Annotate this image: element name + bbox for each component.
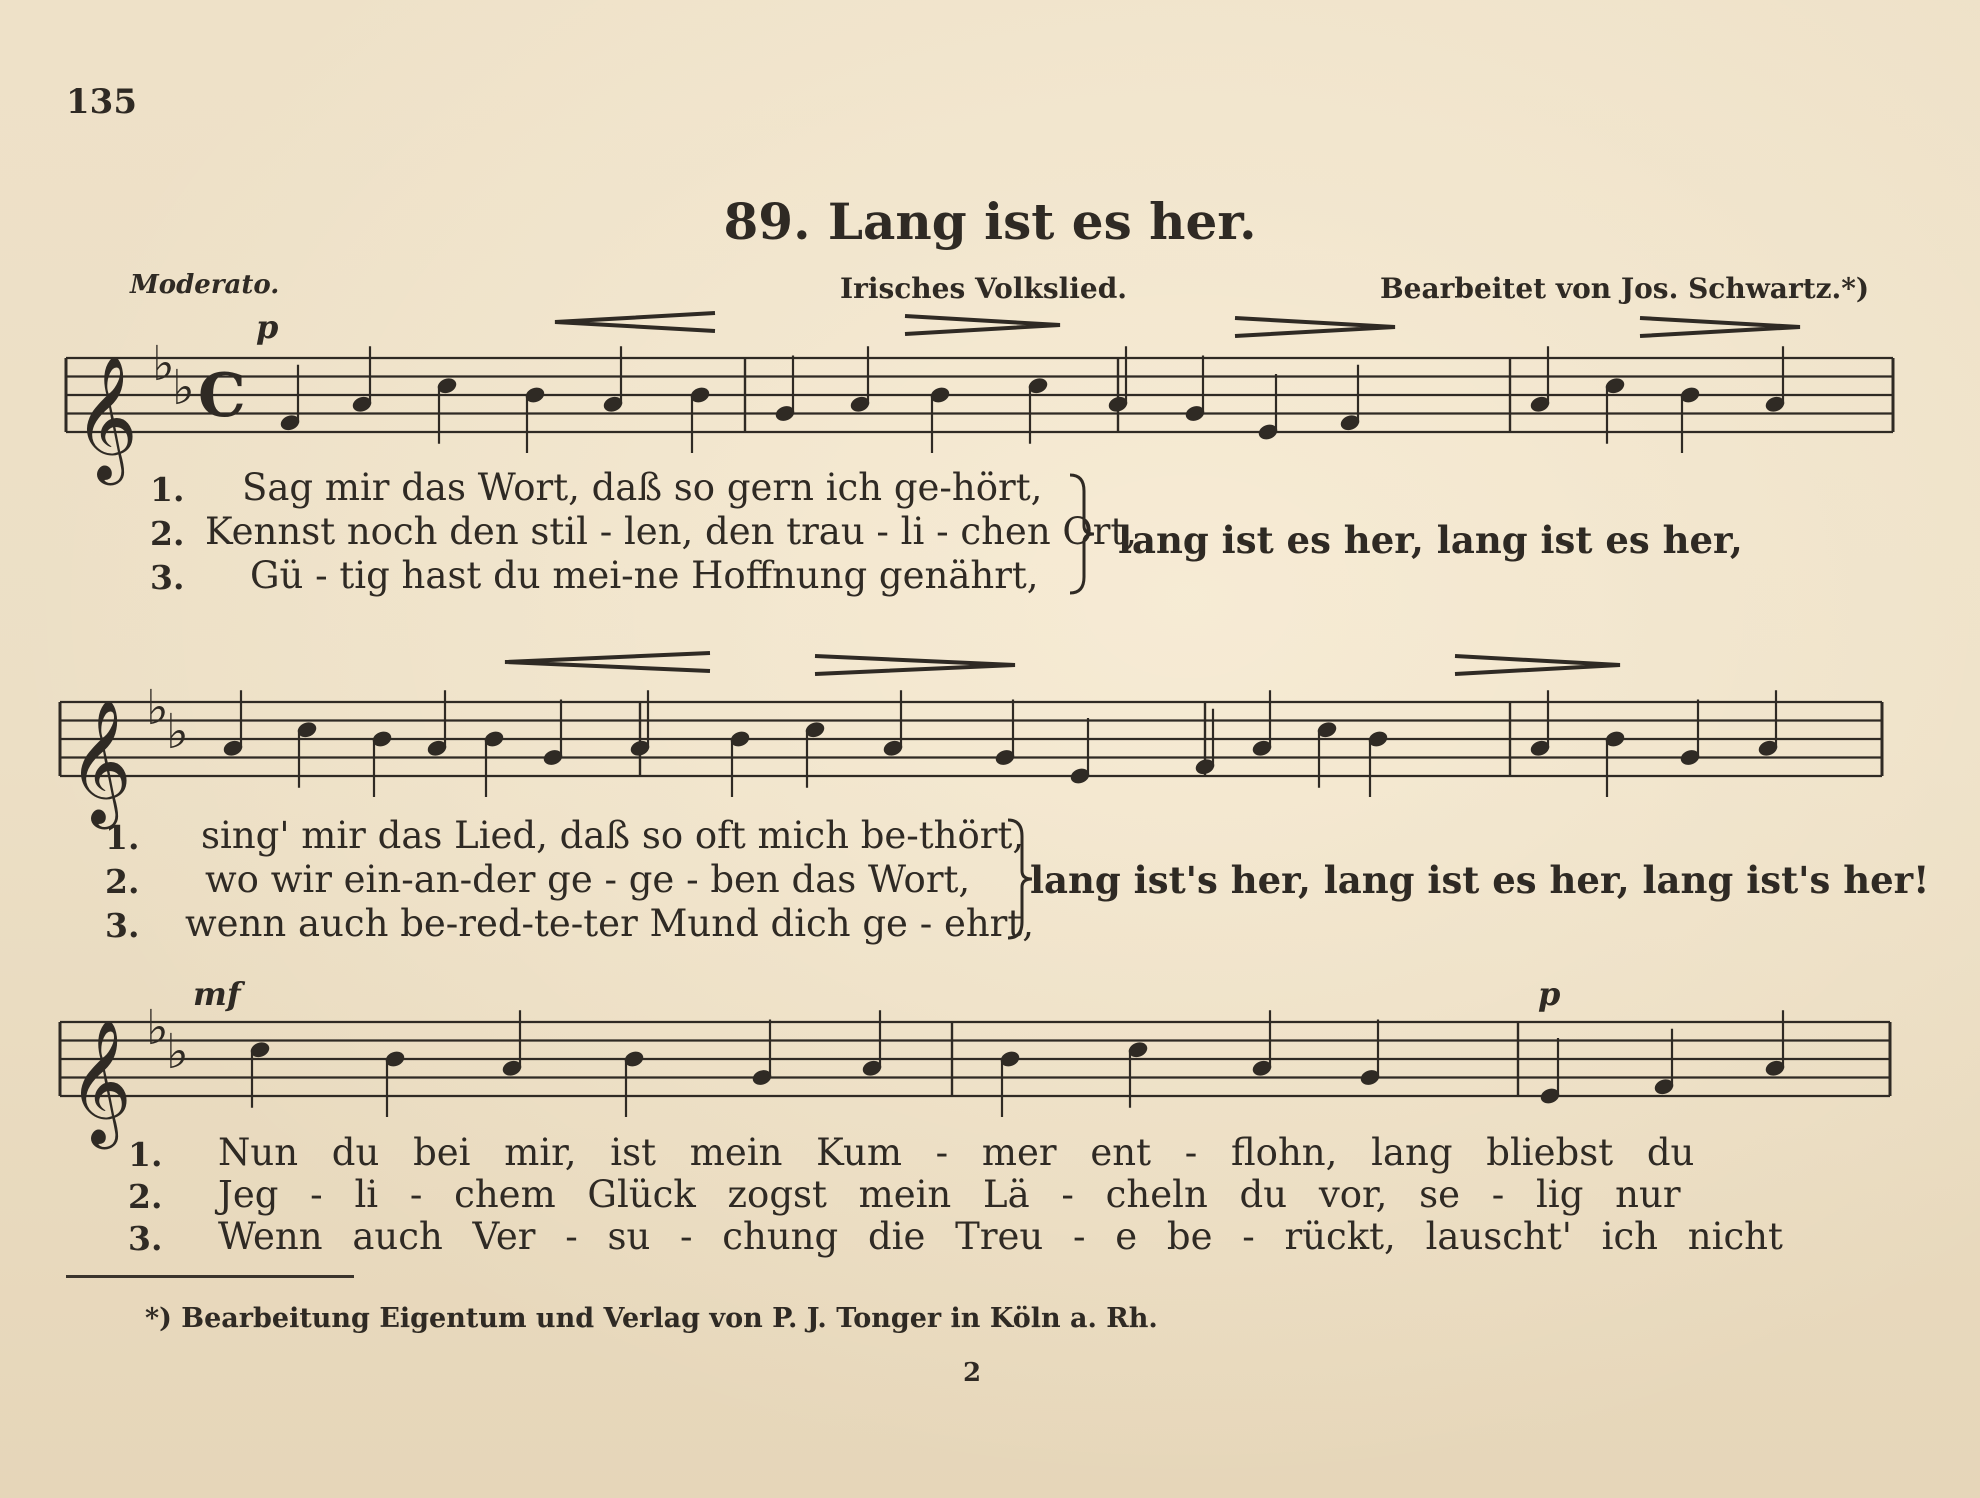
verse-number: 2. (105, 862, 140, 901)
verse-row-1 (105, 814, 1025, 857)
verse-line: Jeg - li - chem Glück zogst mein Lä - cheln du vor, se - lig nur (218, 1173, 1681, 1216)
verse-line: sing' mir das Lied, daß so oft mich be-thört, (201, 814, 1025, 857)
verse-number: 3. (128, 1219, 163, 1258)
verse-number: 1. (128, 1135, 163, 1174)
verse-row-2 (105, 858, 971, 901)
decrescendo-hairpin (905, 316, 1060, 334)
verse-row-2 (150, 510, 1138, 553)
verse-line: wenn auch be-red-te-ter Mund dich ge - ehrt, (185, 902, 1034, 945)
verse-number: 2. (128, 1177, 163, 1216)
verse-row-3 (105, 902, 1034, 945)
verse-row-1 (150, 466, 1043, 509)
common-time: C (198, 361, 246, 431)
decrescendo-hairpin (1455, 656, 1620, 674)
dynamic-mezzoforte: mf (193, 975, 241, 1013)
verse-line: Gü - tig hast du mei-ne Hoffnung genährt, (250, 554, 1039, 597)
arranger-credit: Bearbeitet von Jos. Schwartz.*) (1380, 272, 1870, 305)
dynamic-piano-2: p (1538, 975, 1561, 1013)
decrescendo-hairpin (815, 656, 1015, 674)
verse-row-3 (150, 554, 1039, 597)
footnote-divider (66, 1275, 354, 1278)
flat-sign: ♭ (166, 1024, 189, 1080)
verse-number: 2. (150, 514, 185, 553)
flat-sign: ♭ (146, 680, 169, 736)
decrescendo-hairpin (1640, 318, 1800, 336)
verse-row-3 (128, 1215, 1783, 1258)
tempo-marking: Moderato. (130, 270, 280, 300)
treble-clef: 𝄞 (74, 355, 138, 480)
verse-row-1 (128, 1131, 1695, 1174)
signature-mark: 2 (963, 1358, 982, 1388)
flat-sign: ♭ (152, 336, 175, 392)
system1-refrain: lang ist es her, lang ist es her, (1118, 518, 1743, 562)
verse-line: wo wir ein-an-der ge - ge - ben das Wort, (205, 858, 971, 901)
footnote: *) Bearbeitung Eigentum und Verlag von P. J. Tonger in Köln a. Rh. (145, 1303, 1158, 1334)
verse-number: 3. (150, 558, 185, 597)
verse-row-2 (128, 1173, 1681, 1216)
flat-sign: ♭ (166, 704, 189, 760)
verse-number: 1. (150, 470, 185, 509)
verse-line: Nun du bei mir, ist mein Kum - mer ent - flohn, lang bliebst du (218, 1131, 1695, 1174)
treble-clef: 𝄞 (68, 1019, 132, 1144)
system2-refrain: lang ist's her, lang ist es her, lang ist's her! (1030, 858, 1930, 902)
verse-line: Wenn auch Ver - su - chung die Treu - e be - rückt, lauscht' ich nicht (218, 1215, 1783, 1258)
verse-number: 1. (105, 818, 140, 857)
crescendo-hairpin (555, 313, 715, 331)
song-origin: Irisches Volkslied. (840, 272, 1128, 305)
verse-line: Sag mir das Wort, daß so gern ich ge-hört, (242, 466, 1043, 509)
verse-number: 3. (105, 906, 140, 945)
decrescendo-hairpin (1235, 318, 1395, 336)
treble-clef: 𝄞 (68, 699, 132, 824)
page-number: 135 (66, 82, 137, 122)
flat-sign: ♭ (146, 1000, 169, 1056)
flat-sign: ♭ (172, 360, 195, 416)
song-title: 89. Lang ist es her. (723, 192, 1257, 251)
dynamic-piano-1: p (256, 308, 279, 346)
crescendo-hairpin (505, 653, 710, 671)
verse-line: Kennst noch den stil - len, den trau - li - chen Ort, (205, 510, 1138, 553)
